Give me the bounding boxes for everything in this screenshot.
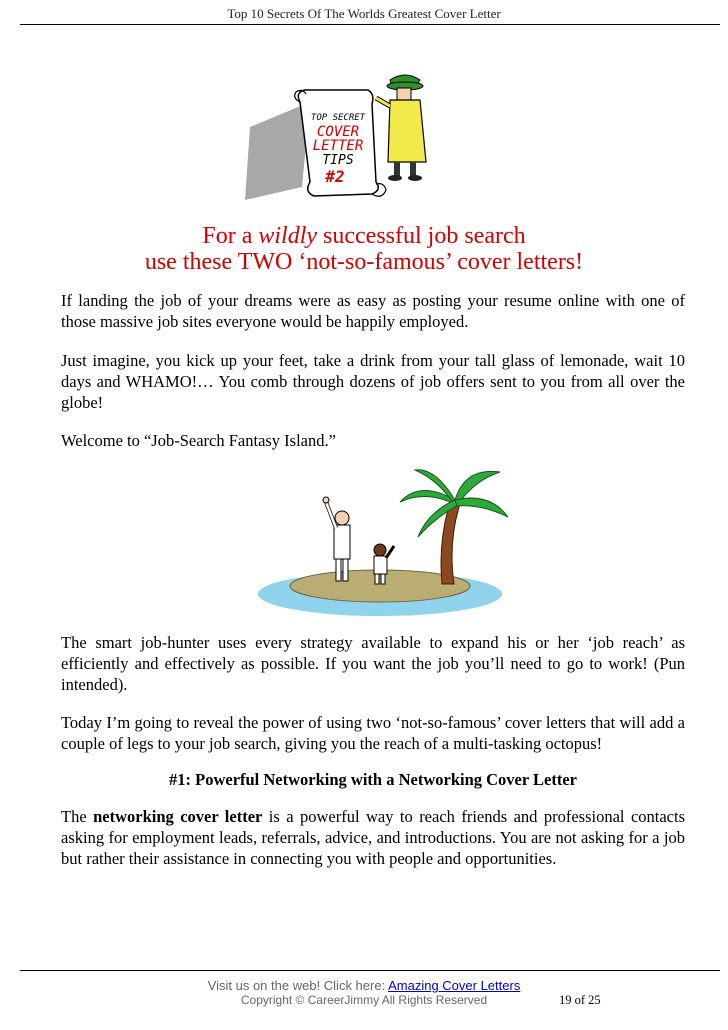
footer-copyright: Copyright © CareerJimmy All Rights Reserved bbox=[240, 993, 488, 1007]
footer-visit: Visit us on the web! Click here: Amazing Cover Letters bbox=[207, 978, 521, 993]
fantasy-island-illustration bbox=[250, 462, 510, 622]
paragraph-smart-job-hunter: The smart job-hunter uses every strategy available to expand his or her ‘job reach’ as efficiently and effectively as possible. If you want the job you’ll need to go to work! (Pun intended). bbox=[61, 633, 685, 694]
scroll-text-tips: TIPS bbox=[322, 153, 354, 168]
paragraph-today: Today I’m going to reveal the power of using two ‘not-so-famous’ cover letters that will add a couple of legs to your job search, giving you the reach of a multi-tasking octopus! bbox=[61, 713, 685, 753]
headline-emphasis: wildly bbox=[258, 223, 318, 249]
paragraph-networking: The networking cover letter is a powerful way to reach friends and professional contacts asking for employment leads, referrals, advice, and introductions. You are not asking for a job but rather their assistance in connecting you with people and opportunities. bbox=[61, 807, 686, 868]
networking-bold-term: networking cover letter bbox=[93, 807, 263, 826]
page-header-title: Top 10 Secrets Of The Worlds Greatest Cover Letter bbox=[227, 6, 501, 21]
amazing-cover-letters-link[interactable]: Amazing Cover Letters bbox=[388, 978, 521, 993]
footer-rule bbox=[20, 970, 720, 971]
detective-figure bbox=[376, 75, 426, 181]
scroll-text-cover: COVER bbox=[316, 124, 360, 140]
scroll-text-number: #2 bbox=[325, 167, 345, 186]
top-secret-scroll-illustration bbox=[240, 72, 440, 200]
paragraph-welcome: Welcome to “Job-Search Fantasy Island.” bbox=[61, 431, 336, 450]
paragraph-intro: If landing the job of your dreams were as easy as posting your resume online with one of those massive job sites everyone would be happily employed. bbox=[61, 291, 685, 331]
man-in-white-suit bbox=[323, 497, 350, 581]
section-subheading: #1: Powerful Networking with a Networking Cover Letter bbox=[169, 770, 577, 789]
headline-line-1: For a wildly successful job search bbox=[202, 223, 526, 249]
scroll-shadow bbox=[245, 102, 310, 200]
header-rule bbox=[20, 24, 720, 25]
paragraph-imagine: Just imagine, you kick up your feet, take a drink from your tall glass of lemonade, wait 10 days and WHAMO!… You comb through dozens of job offers sent to you from all over the globe! bbox=[61, 351, 685, 412]
scroll-text-letter: LETTER bbox=[312, 138, 364, 154]
page-number: 19 of 25 bbox=[559, 993, 601, 1007]
scroll-text-top-secret: TOP SECRET bbox=[310, 113, 366, 123]
headline-line-2: use these TWO ‘not-so-famous’ cover letters! bbox=[144, 249, 584, 275]
